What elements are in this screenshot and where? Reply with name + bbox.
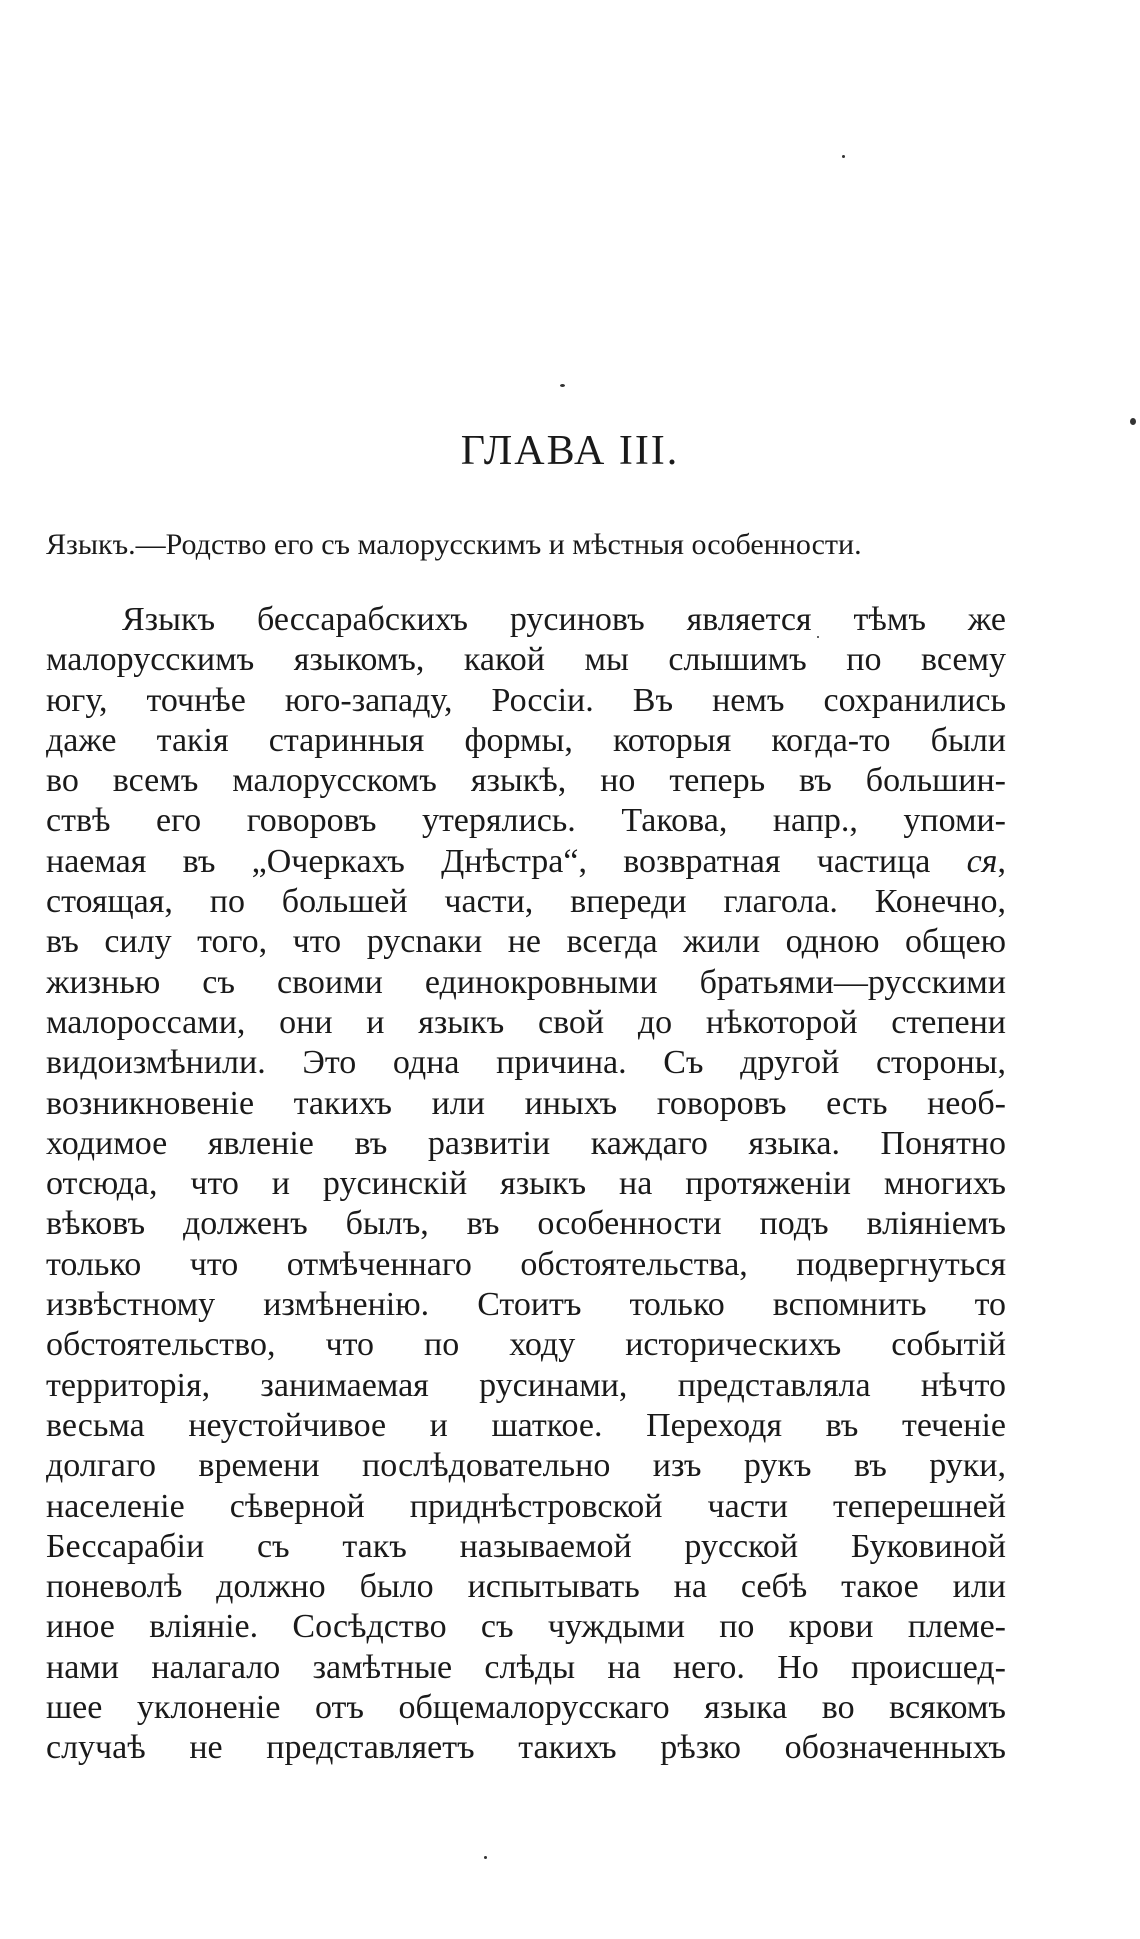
text-line: ствѣ его говоровъ утерялись. Такова, напр., упоми- xyxy=(46,802,1006,840)
text-line: югу, точнѣе юго-западу, Россіи. Въ немъ сохранились xyxy=(46,681,1006,719)
text-line: отсюда, что и русинскій языкъ на протяженіи многихъ xyxy=(46,1165,1006,1203)
text-line: иное вліяніе. Сосѣдство съ чуждыми по крови племе- xyxy=(46,1608,1006,1646)
text-line: территорія, занимаемая русинами, представляла нѣчто xyxy=(46,1366,1006,1404)
text-line: нами налагало замѣтные слѣды на него. Но происшед- xyxy=(46,1648,1006,1686)
chapter-subtitle: Языкъ.—Родство его съ малорусскимъ и мѣстныя особенности. xyxy=(46,528,862,561)
text-line: весьма неустойчивое и шаткое. Переходя въ теченіе xyxy=(46,1406,1006,1444)
italic-particle: ся xyxy=(966,842,998,880)
text-line: Бессарабіи съ такъ называемой русской Буковиной xyxy=(46,1527,1006,1565)
chapter-title: ГЛАВА III. xyxy=(460,428,680,474)
body-paragraph xyxy=(46,600,1006,1769)
text-line: населеніе сѣверной приднѣстровской части теперешней xyxy=(46,1487,1006,1525)
text-line: возникновеніе такихъ или иныхъ говоровъ есть необ- xyxy=(46,1084,1006,1122)
text-line: поневолѣ должно было испытывать на себѣ такое или xyxy=(46,1568,1006,1606)
text-line: Языкъ бессарабскихъ русиновъ является тѣмъ же xyxy=(122,601,1006,638)
text-line: жизнью съ своими единокровными братьями—русскими xyxy=(46,963,1006,1001)
text-line: вѣковъ долженъ былъ, въ особенности подъ вліяніемъ xyxy=(46,1205,1006,1243)
text-line: ходимое явленіе въ развитіи каждаго языка. Понятно xyxy=(46,1124,1006,1162)
text-line: стоящая, по большей части, впереди глагола. Конечно, xyxy=(46,883,1006,921)
text-line: шее уклоненіе отъ общемалорусскаго языка во всякомъ xyxy=(46,1689,1006,1727)
text-line: въ силу того, что русnаки не всегда жили одною общею xyxy=(46,923,1006,961)
text-line: обстоятельство, что по ходу историческихъ событій xyxy=(46,1326,1006,1364)
print-speck xyxy=(842,155,845,158)
print-speck xyxy=(1130,418,1136,425)
text-line: во всемъ малорусскомъ языкѣ, но теперь въ большин- xyxy=(46,762,1006,800)
print-speck xyxy=(484,1856,487,1859)
print-speck xyxy=(560,384,565,387)
text-line: малороссами, они и языкъ свой до нѣкоторой степени xyxy=(46,1003,1006,1041)
text-line: видоизмѣнили. Это одна причина. Съ другой стороны, xyxy=(46,1044,1006,1082)
text-line: случаѣ не представляетъ такихъ рѣзко обозначенныхъ xyxy=(46,1729,1006,1767)
text-line: только что отмѣченнаго обстоятельства, подвергнуться xyxy=(46,1245,1006,1283)
text-line: долгаго времени послѣдовательно изъ рукъ въ руки, xyxy=(46,1447,1006,1485)
text-line: извѣстному измѣненію. Стоитъ только вспомнить то xyxy=(46,1286,1006,1324)
text-line: наемая въ „Очеркахъ Днѣстра“, возвратная частица ся, xyxy=(46,842,1006,880)
text-line: малорусскимъ языкомъ, какой мы слышимъ по всему xyxy=(46,641,1006,679)
text-line: даже такія старинныя формы, которыя когда-то были xyxy=(46,721,1006,759)
